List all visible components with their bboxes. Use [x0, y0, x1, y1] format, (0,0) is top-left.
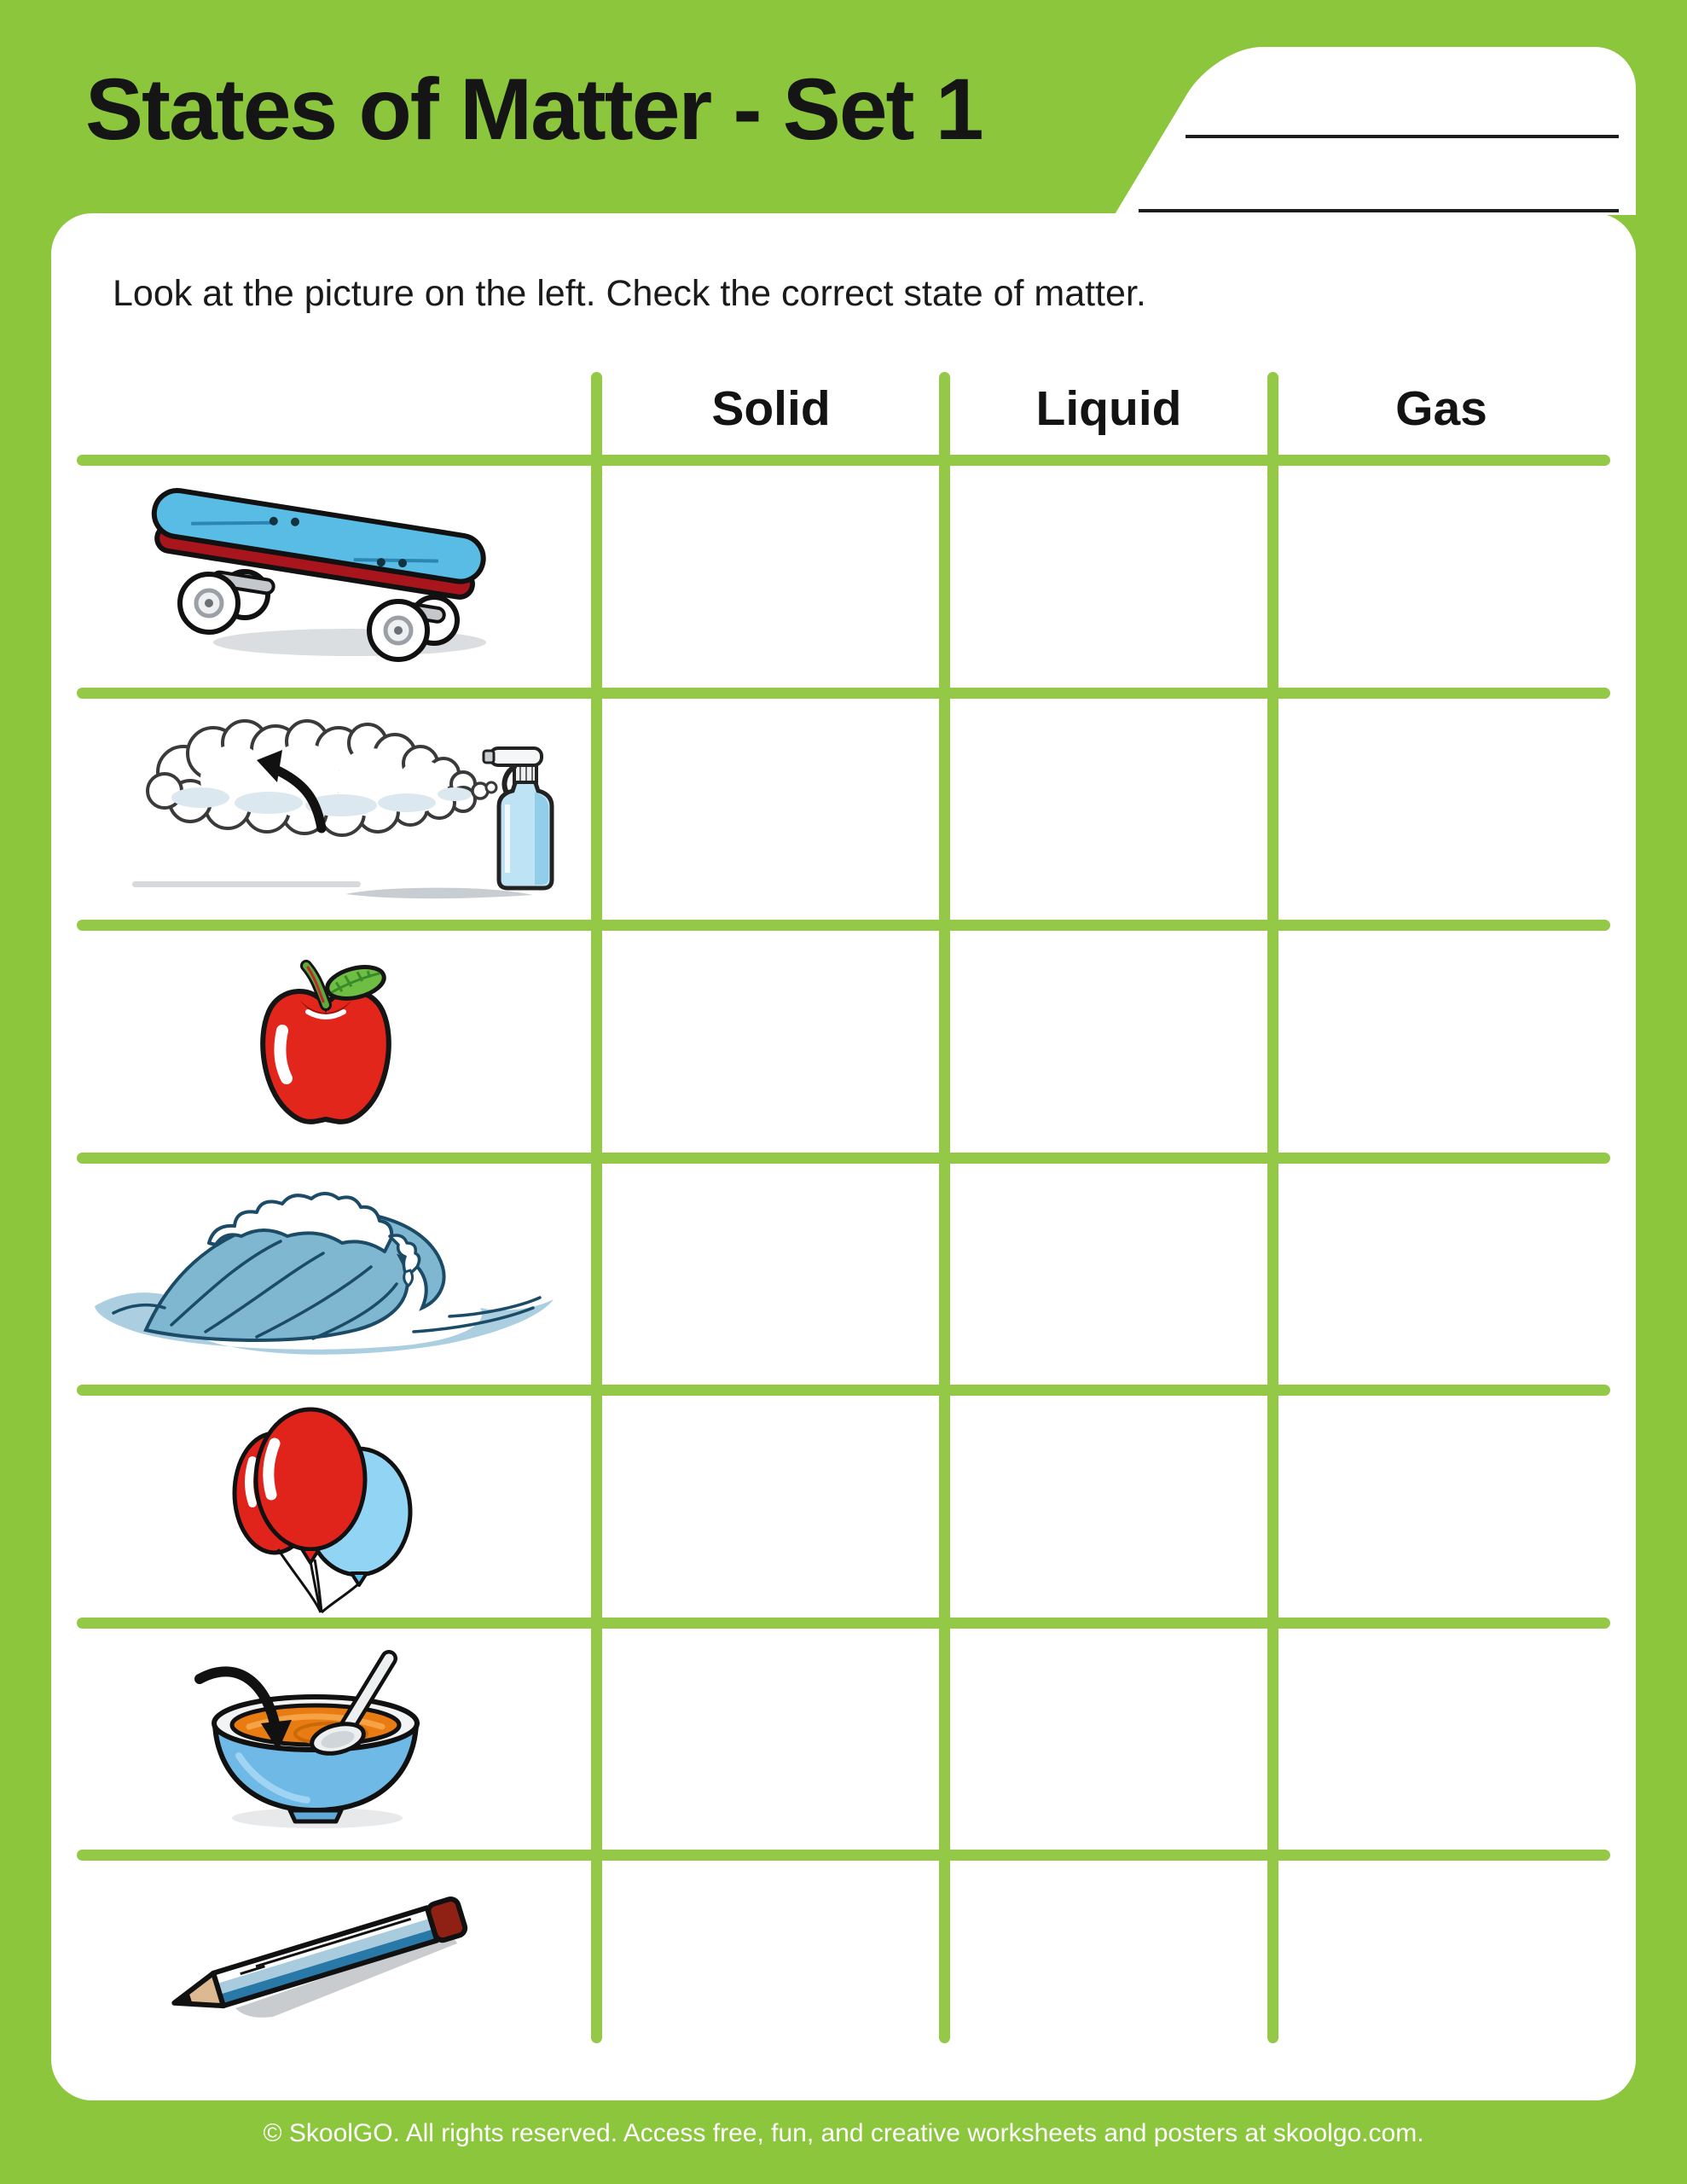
- row-image-soup: [188, 1645, 439, 1833]
- answer-cell-balloons-gas[interactable]: [1273, 1391, 1610, 1623]
- column-header-liquid: Liquid: [1035, 381, 1182, 436]
- answer-cell-apple-liquid[interactable]: [945, 926, 1273, 1159]
- page-title: States of Matter - Set 1: [85, 61, 983, 158]
- answer-cell-soup-gas[interactable]: [1273, 1623, 1610, 1856]
- name-write-line-2[interactable]: [1139, 209, 1619, 212]
- answer-cell-soup-solid[interactable]: [597, 1623, 945, 1856]
- answer-cell-skateboard-gas[interactable]: [1273, 461, 1610, 694]
- answer-cell-apple-gas[interactable]: [1273, 926, 1610, 1159]
- answer-cell-pencil-gas[interactable]: [1273, 1856, 1610, 2043]
- name-write-line-1[interactable]: [1186, 135, 1619, 138]
- row-image-skateboard: [141, 475, 490, 663]
- answer-cell-pencil-solid[interactable]: [597, 1856, 945, 2043]
- answer-cell-soup-liquid[interactable]: [945, 1623, 1273, 1856]
- row-image-pencil: [154, 1875, 503, 2024]
- answer-cell-skateboard-liquid[interactable]: [945, 461, 1273, 694]
- answer-cell-balloons-solid[interactable]: [597, 1391, 945, 1623]
- answer-cell-spray-mist-gas[interactable]: [1273, 694, 1610, 926]
- answer-cell-pencil-liquid[interactable]: [945, 1856, 1273, 2043]
- column-header-gas: Gas: [1395, 381, 1487, 436]
- column-header-solid: Solid: [711, 381, 831, 436]
- answer-cell-apple-solid[interactable]: [597, 926, 945, 1159]
- row-image-ocean-wave: [90, 1188, 559, 1376]
- row-image-apple: [252, 957, 401, 1132]
- answer-cell-skateboard-solid[interactable]: [597, 461, 945, 694]
- row-image-balloons: [230, 1401, 418, 1614]
- answer-cell-spray-mist-liquid[interactable]: [945, 694, 1273, 926]
- answer-cell-ocean-wave-solid[interactable]: [597, 1159, 945, 1391]
- name-tab: [1330, 47, 1636, 215]
- answer-cell-ocean-wave-gas[interactable]: [1273, 1159, 1610, 1391]
- instruction-text: Look at the picture on the left. Check the correct state of matter.: [113, 273, 1146, 314]
- answer-cell-ocean-wave-liquid[interactable]: [945, 1159, 1273, 1391]
- answer-cell-spray-mist-solid[interactable]: [597, 694, 945, 926]
- footer-text: © SkoolGO. All rights reserved. Access free, fun, and creative worksheets and posters at skoolgo.com.: [263, 2119, 1424, 2147]
- answer-cell-balloons-liquid[interactable]: [945, 1391, 1273, 1623]
- row-image-spray-mist: [132, 719, 576, 907]
